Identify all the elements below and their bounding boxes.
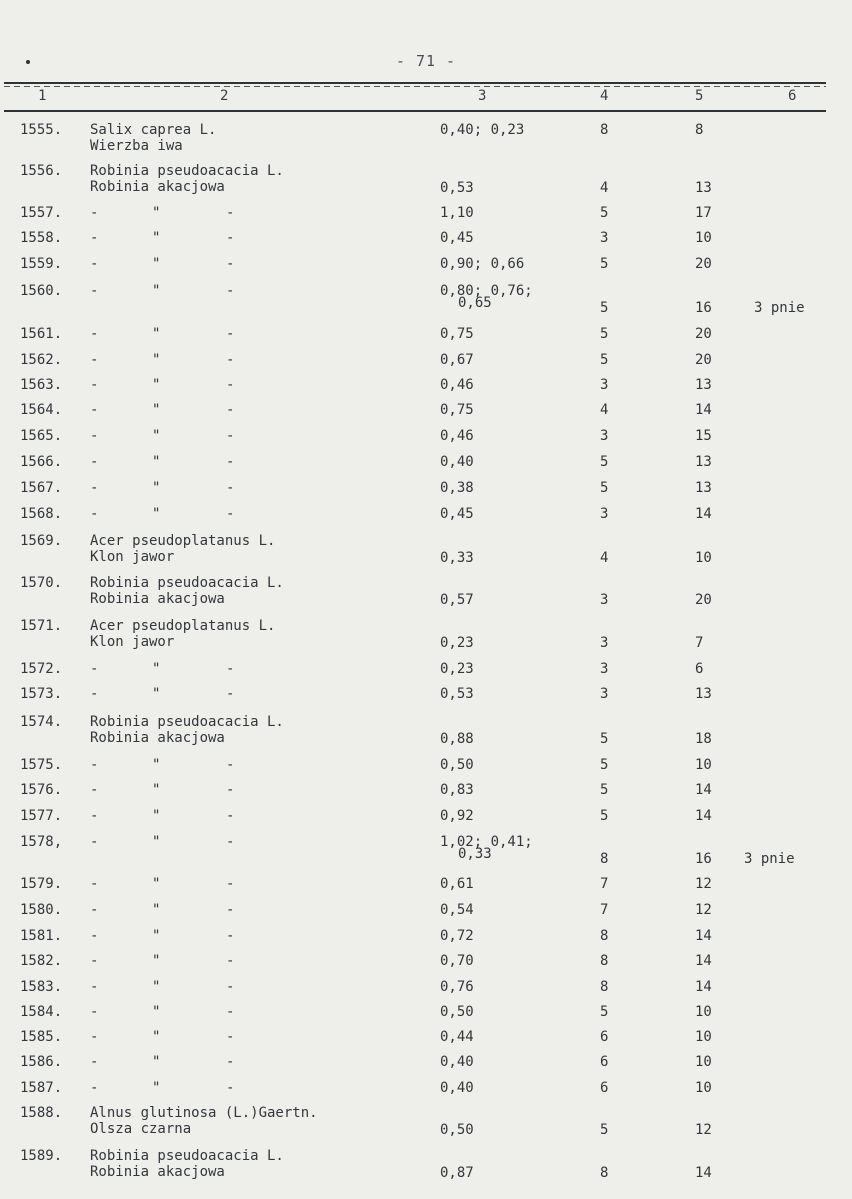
diameter-value: 0,44 [440, 1029, 474, 1045]
diameter-value: 1,10 [440, 205, 474, 221]
species-polish: Olsza czarna [90, 1121, 192, 1137]
diameter-value: 0,72 [440, 928, 474, 944]
row-number: 1586. [20, 1054, 63, 1070]
row-number: 1563. [20, 377, 63, 393]
col4-value: 8 [600, 851, 609, 867]
ditto-dash: - [226, 256, 235, 272]
diameter-value: 0,57 [440, 592, 474, 608]
col5-value: 17 [695, 205, 712, 221]
row-number: 1584. [20, 1004, 63, 1020]
ditto-dash: - [226, 506, 235, 522]
col-header-4: 4 [600, 88, 609, 104]
diameter-value: 0,76 [440, 979, 474, 995]
col4-value: 6 [600, 1029, 609, 1045]
col4-value: 5 [600, 782, 609, 798]
ditto-dash: - [90, 876, 99, 892]
ditto-quote: " [152, 808, 161, 824]
diameter-value: 0,80; 0,76; [440, 283, 533, 299]
ditto-dash: - [226, 928, 235, 944]
col4-value: 3 [600, 592, 609, 608]
row-number: 1583. [20, 979, 63, 995]
col4-value: 7 [600, 876, 609, 892]
diameter-value: 0,40 [440, 454, 474, 470]
col4-value: 4 [600, 550, 609, 566]
col5-value: 14 [695, 953, 712, 969]
col4-value: 6 [600, 1080, 609, 1096]
row-number: 1561. [20, 326, 63, 342]
ditto-quote: " [152, 352, 161, 368]
col4-value: 5 [600, 1004, 609, 1020]
row-number: 1589. [20, 1148, 63, 1164]
col5-value: 10 [695, 1054, 712, 1070]
col5-value: 14 [695, 928, 712, 944]
row-number: 1582. [20, 953, 63, 969]
row-number: 1568. [20, 506, 63, 522]
species-polish: Wierzba iwa [90, 138, 183, 154]
ditto-quote: " [152, 757, 161, 773]
ditto-dash: - [226, 1029, 235, 1045]
col-header-5: 5 [695, 88, 704, 104]
ditto-quote: " [152, 283, 161, 299]
ditto-dash: - [226, 480, 235, 496]
col4-value: 5 [600, 300, 609, 316]
col4-value: 5 [600, 480, 609, 496]
col5-value: 12 [695, 1122, 712, 1138]
top-rule [4, 82, 826, 84]
col4-value: 4 [600, 180, 609, 196]
species-polish: Klon jawor [90, 634, 175, 650]
ditto-dash: - [226, 205, 235, 221]
col5-value: 12 [695, 876, 712, 892]
ditto-dash: - [90, 661, 99, 677]
ditto-dash: - [90, 352, 99, 368]
col4-value: 3 [600, 230, 609, 246]
ditto-dash: - [226, 1054, 235, 1070]
col4-value: 8 [600, 928, 609, 944]
species-latin: Acer pseudoplatanus L. [90, 618, 276, 634]
ditto-dash: - [90, 377, 99, 393]
diameter-value: 0,75 [440, 402, 474, 418]
species-polish: Robinia akacjowa [90, 730, 225, 746]
row-number: 1564. [20, 402, 63, 418]
ditto-quote: " [152, 506, 161, 522]
col4-value: 5 [600, 454, 609, 470]
ditto-dash: - [90, 480, 99, 496]
ditto-dash: - [90, 686, 99, 702]
species-latin: Acer pseudoplatanus L. [90, 533, 276, 549]
diameter-value: 0,67 [440, 352, 474, 368]
diameter-value: 0,88 [440, 731, 474, 747]
col4-value: 7 [600, 902, 609, 918]
row-number: 1559. [20, 256, 63, 272]
ditto-dash: - [90, 1029, 99, 1045]
ditto-quote: " [152, 782, 161, 798]
ditto-dash: - [226, 902, 235, 918]
col5-value: 10 [695, 1004, 712, 1020]
row-number: 1565. [20, 428, 63, 444]
remark: 3 pnie [754, 300, 805, 316]
species-polish: Robinia akacjowa [90, 591, 225, 607]
col5-value: 10 [695, 1080, 712, 1096]
row-number: 1562. [20, 352, 63, 368]
species-latin: Robinia pseudoacacia L. [90, 163, 284, 179]
col5-value: 6 [695, 661, 704, 677]
ditto-dash: - [90, 428, 99, 444]
col4-value: 5 [600, 1122, 609, 1138]
ditto-dash: - [226, 326, 235, 342]
ditto-dash: - [90, 757, 99, 773]
ditto-dash: - [226, 953, 235, 969]
page-number: - 71 - [395, 52, 457, 70]
ditto-dash: - [90, 454, 99, 470]
ditto-dash: - [90, 928, 99, 944]
ditto-dash: - [226, 757, 235, 773]
col5-value: 14 [695, 808, 712, 824]
row-number: 1574. [20, 714, 63, 730]
diameter-value: 0,50 [440, 1004, 474, 1020]
ditto-dash: - [226, 283, 235, 299]
ditto-dash: - [226, 352, 235, 368]
diameter-value: 0,40 [440, 1080, 474, 1096]
col4-value: 5 [600, 352, 609, 368]
col5-value: 10 [695, 757, 712, 773]
col5-value: 14 [695, 1165, 712, 1181]
col5-value: 13 [695, 180, 712, 196]
ditto-dash: - [226, 782, 235, 798]
ditto-dash: - [90, 808, 99, 824]
header-rule [4, 110, 826, 112]
diameter-value: 0,33 [440, 550, 474, 566]
row-number: 1569. [20, 533, 63, 549]
diameter-value: 0,70 [440, 953, 474, 969]
row-number: 1576. [20, 782, 63, 798]
col4-value: 5 [600, 731, 609, 747]
row-number: 1581. [20, 928, 63, 944]
diameter-value: 0,46 [440, 377, 474, 393]
row-number: 1578, [20, 834, 63, 850]
row-number: 1587. [20, 1080, 63, 1096]
col5-value: 15 [695, 428, 712, 444]
diameter-value: 0,83 [440, 782, 474, 798]
diameter-value: 0,61 [440, 876, 474, 892]
row-number: 1555. [20, 122, 63, 138]
species-latin: Robinia pseudoacacia L. [90, 1148, 284, 1164]
row-number: 1567. [20, 480, 63, 496]
ditto-dash: - [226, 454, 235, 470]
col4-value: 5 [600, 326, 609, 342]
ditto-quote: " [152, 326, 161, 342]
ditto-dash: - [90, 782, 99, 798]
col-header-6: 6 [788, 88, 797, 104]
diameter-value: 0,53 [440, 686, 474, 702]
col5-value: 13 [695, 454, 712, 470]
ditto-quote: " [152, 1054, 161, 1070]
ditto-quote: " [152, 928, 161, 944]
ditto-dash: - [226, 834, 235, 850]
col4-value: 8 [600, 1165, 609, 1181]
ditto-quote: " [152, 230, 161, 246]
species-latin: Robinia pseudoacacia L. [90, 714, 284, 730]
ditto-dash: - [226, 428, 235, 444]
row-number: 1558. [20, 230, 63, 246]
diameter-value: 1,02; 0,41; [440, 834, 533, 850]
ditto-dash: - [90, 205, 99, 221]
col5-value: 14 [695, 402, 712, 418]
ditto-quote: " [152, 480, 161, 496]
col5-value: 10 [695, 230, 712, 246]
col5-value: 16 [695, 300, 712, 316]
dashed-rule [4, 86, 826, 87]
col4-value: 3 [600, 686, 609, 702]
row-number: 1573. [20, 686, 63, 702]
diameter-value: 0,53 [440, 180, 474, 196]
ditto-dash: - [226, 230, 235, 246]
ditto-quote: " [152, 1080, 161, 1096]
col5-value: 14 [695, 979, 712, 995]
ditto-dash: - [90, 902, 99, 918]
col5-value: 16 [695, 851, 712, 867]
col5-value: 14 [695, 506, 712, 522]
diameter-value: 0,54 [440, 902, 474, 918]
diameter-value: 0,90; 0,66 [440, 256, 525, 272]
col5-value: 7 [695, 635, 704, 651]
ditto-quote: " [152, 402, 161, 418]
col5-value: 20 [695, 592, 712, 608]
row-number: 1588. [20, 1105, 63, 1121]
species-latin: Alnus glutinosa (L.)Gaertn. [90, 1105, 318, 1121]
col-header-2: 2 [220, 88, 229, 104]
row-number: 1585. [20, 1029, 63, 1045]
col4-value: 3 [600, 428, 609, 444]
ditto-quote: " [152, 1004, 161, 1020]
diameter-value: 0,92 [440, 808, 474, 824]
col4-value: 8 [600, 122, 609, 138]
diameter-value: 0,23 [440, 661, 474, 677]
species-latin: Salix caprea L. [90, 122, 217, 138]
col4-value: 4 [600, 402, 609, 418]
ditto-quote: " [152, 953, 161, 969]
species-polish: Robinia akacjowa [90, 179, 225, 195]
remark: 3 pnie [744, 851, 795, 867]
col5-value: 14 [695, 782, 712, 798]
row-number: 1570. [20, 575, 63, 591]
ditto-dash: - [90, 506, 99, 522]
ditto-dash: - [226, 377, 235, 393]
row-number: 1577. [20, 808, 63, 824]
ditto-quote: " [152, 377, 161, 393]
ditto-quote: " [152, 902, 161, 918]
diameter-value: 0,46 [440, 428, 474, 444]
col4-value: 6 [600, 1054, 609, 1070]
col4-value: 5 [600, 205, 609, 221]
ditto-dash: - [90, 402, 99, 418]
ditto-dash: - [90, 979, 99, 995]
ditto-quote: " [152, 686, 161, 702]
row-number: 1575. [20, 757, 63, 773]
species-latin: Robinia pseudoacacia L. [90, 575, 284, 591]
col5-value: 18 [695, 731, 712, 747]
diameter-value: 0,45 [440, 506, 474, 522]
diameter-value: 0,45 [440, 230, 474, 246]
diameter-value: 0,40; 0,23 [440, 122, 525, 138]
species-polish: Klon jawor [90, 549, 175, 565]
diameter-value: 0,23 [440, 635, 474, 651]
ditto-dash: - [226, 808, 235, 824]
col5-value: 8 [695, 122, 704, 138]
col4-value: 8 [600, 979, 609, 995]
col-header-3: 3 [478, 88, 487, 104]
ditto-dash: - [226, 876, 235, 892]
ditto-dash: - [226, 686, 235, 702]
ditto-dash: - [90, 1004, 99, 1020]
diameter-value: 0,87 [440, 1165, 474, 1181]
col4-value: 5 [600, 256, 609, 272]
ditto-quote: " [152, 876, 161, 892]
diameter-value: 0,38 [440, 480, 474, 496]
ditto-quote: " [152, 1029, 161, 1045]
ditto-quote: " [152, 454, 161, 470]
row-number: 1557. [20, 205, 63, 221]
col5-value: 20 [695, 352, 712, 368]
row-number: 1556. [20, 163, 63, 179]
ditto-dash: - [226, 1080, 235, 1096]
diameter-value: 0,50 [440, 757, 474, 773]
ditto-dash: - [226, 979, 235, 995]
ditto-dash: - [226, 402, 235, 418]
ditto-quote: " [152, 428, 161, 444]
ditto-quote: " [152, 661, 161, 677]
ditto-quote: " [152, 256, 161, 272]
ditto-dash: - [90, 230, 99, 246]
row-number: 1580. [20, 902, 63, 918]
diameter-value: 0,50 [440, 1122, 474, 1138]
ditto-dash: - [90, 953, 99, 969]
row-number: 1579. [20, 876, 63, 892]
col4-value: 5 [600, 757, 609, 773]
ditto-dash: - [226, 661, 235, 677]
col-header-1: 1 [38, 88, 47, 104]
col4-value: 5 [600, 808, 609, 824]
col5-value: 10 [695, 550, 712, 566]
col4-value: 3 [600, 661, 609, 677]
ditto-dash: - [90, 834, 99, 850]
diameter-value-cont: 0,33 [458, 846, 492, 862]
row-number: 1571. [20, 618, 63, 634]
species-polish: Robinia akacjowa [90, 1164, 225, 1180]
row-number: 1566. [20, 454, 63, 470]
ditto-dash: - [90, 1054, 99, 1070]
row-number: 1560. [20, 283, 63, 299]
ditto-quote: " [152, 834, 161, 850]
col4-value: 3 [600, 635, 609, 651]
col5-value: 20 [695, 256, 712, 272]
col4-value: 8 [600, 953, 609, 969]
col4-value: 3 [600, 377, 609, 393]
ditto-dash: - [90, 326, 99, 342]
col5-value: 13 [695, 686, 712, 702]
ditto-dash: - [90, 283, 99, 299]
ditto-quote: " [152, 979, 161, 995]
col5-value: 20 [695, 326, 712, 342]
col5-value: 13 [695, 480, 712, 496]
row-number: 1572. [20, 661, 63, 677]
ditto-quote: " [152, 205, 161, 221]
col5-value: 13 [695, 377, 712, 393]
col5-value: 12 [695, 902, 712, 918]
diameter-value-cont: 0,65 [458, 295, 492, 311]
col4-value: 3 [600, 506, 609, 522]
ditto-dash: - [90, 1080, 99, 1096]
ditto-dash: - [90, 256, 99, 272]
diameter-value: 0,75 [440, 326, 474, 342]
diameter-value: 0,40 [440, 1054, 474, 1070]
ditto-dash: - [226, 1004, 235, 1020]
col5-value: 10 [695, 1029, 712, 1045]
